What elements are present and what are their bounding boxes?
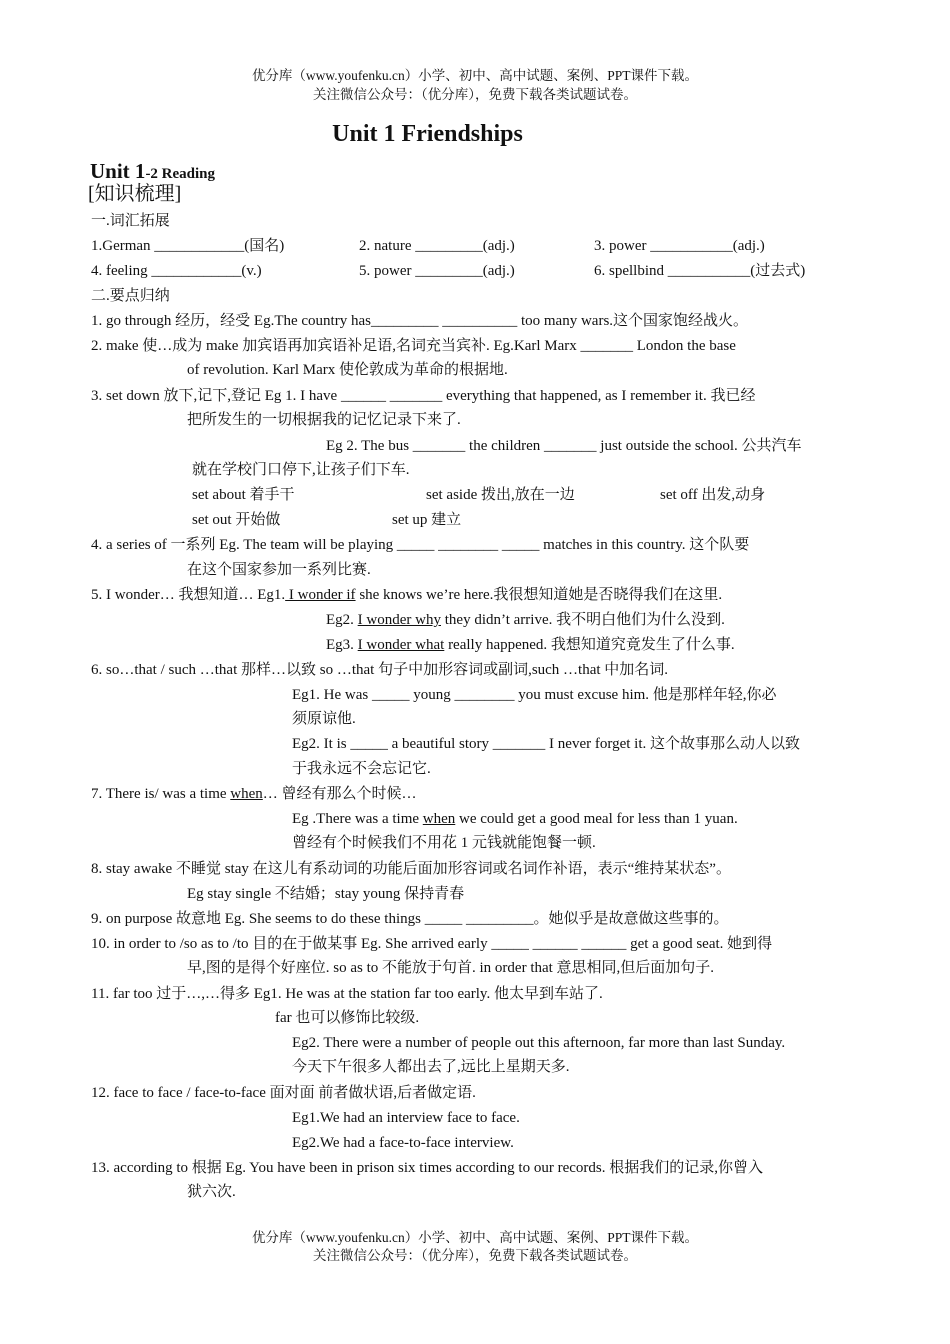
point-7-pre: 7. There is/ was a time bbox=[91, 786, 231, 802]
point-13-line-1: 13. according to 根据 Eg. You have been in prison six times according to our records. 根据我们的记录,你曾入 bbox=[91, 1160, 763, 1176]
point-13-line-2: 狱六次. bbox=[187, 1184, 236, 1200]
point-6-line-3: 须原谅他. bbox=[292, 711, 356, 727]
point-9: 9. on purpose 故意地 Eg. She seems to do these things _____ _________。她似乎是故意做这些事的。 bbox=[91, 911, 729, 927]
point-2-line-2: of revolution. Karl Marx 使伦敦成为革命的根据地. bbox=[187, 362, 508, 378]
point-11-line-1: 11. far too 过于…,…得多 Eg1. He was at the station far too early. 他太早到车站了. bbox=[91, 986, 603, 1002]
point-6-line-4: Eg2. It is _____ a beautiful story _______ I never forget it. 这个故事那么动人以致 bbox=[292, 736, 800, 752]
point-2-line-1: 2. make 使…成为 make 加宾语再加宾语补足语,名词充当宾补. Eg.Karl Marx _______ London the base bbox=[91, 338, 736, 354]
header-line-2: 关注微信公众号：（优分库），免费下载各类试题试卷。 bbox=[313, 87, 637, 102]
point-5-eg3-post: really happened. 我想知道究竟发生了什么事. bbox=[444, 637, 735, 653]
vocab-item-1: 1.German ____________(国名) bbox=[91, 238, 285, 254]
points-heading: 二.要点归纳 bbox=[91, 288, 170, 304]
point-6-line-5: 于我永远不会忘记它. bbox=[292, 761, 431, 777]
point-11-line-3: Eg2. There were a number of people out this afternoon, far more than last Sunday. bbox=[292, 1035, 786, 1051]
point-12-line-1: 12. face to face / face-to-face 面对面 前者做状语,后者做定语. bbox=[91, 1085, 476, 1101]
footer-line-2: 关注微信公众号：（优分库），免费下载各类试题试卷。 bbox=[313, 1248, 637, 1263]
point-12-line-2: Eg1.We had an interview face to face. bbox=[292, 1110, 520, 1126]
point-10-line-2: 早,图的是得个好座位. so as to 不能放于句首. in order that 意思相同,但后面加句子. bbox=[187, 960, 715, 976]
subtitle-small: -2 Reading bbox=[145, 166, 216, 182]
page-title: Unit 1 Friendships bbox=[332, 121, 523, 147]
point-3-line-3: Eg 2. The bus _______ the children _______ just outside the school. 公共汽车 bbox=[326, 438, 802, 454]
point-3-line-2: 把所发生的一切根据我的记忆记录下来了. bbox=[187, 412, 461, 428]
point-6-line-1: 6. so…that / such …that 那样…以致 so …that 句子中加形容词或副词,such …that 中加名词. bbox=[91, 662, 669, 678]
point-7-eg-pre: Eg .There was a time bbox=[292, 811, 423, 827]
point-6-line-2: Eg1. He was _____ young ________ you must excuse him. 他是那样年轻,你必 bbox=[292, 687, 777, 703]
point-3-set-out: set out 开始做 bbox=[192, 512, 281, 528]
vocab-item-4: 4. feeling ____________(v.) bbox=[91, 263, 262, 279]
point-3-set-up: set up 建立 bbox=[392, 512, 462, 528]
vocab-item-6: 6. spellbind ___________(过去式) bbox=[594, 263, 806, 279]
vocab-item-3: 3. power ___________(adj.) bbox=[594, 238, 765, 254]
point-5-pre: 5. I wonder… 我想知道… Eg1. bbox=[91, 587, 286, 603]
point-8-line-1: 8. stay awake 不睡觉 stay 在这儿有系动词的功能后面加形容词或名词作补语，表示“维持某状态”。 bbox=[91, 861, 731, 877]
point-11-line-2: far 也可以修饰比较级. bbox=[275, 1010, 420, 1026]
point-4-line-2: 在这个国家参加一系列比赛. bbox=[187, 562, 371, 578]
footer-line-1: 优分库（www.youfenku.cn）小学、初中、高中试题、案例、PPT课件下载。 bbox=[251, 1230, 699, 1245]
point-3-line-4: 就在学校门口停下,让孩子们下车. bbox=[192, 462, 410, 478]
vocab-item-2: 2. nature _________(adj.) bbox=[359, 238, 515, 254]
point-11-line-4: 今天下午很多人都出去了,远比上星期天多. bbox=[292, 1059, 570, 1075]
point-7-post: … 曾经有那么个时候… bbox=[262, 786, 417, 802]
point-7-underlined: when bbox=[230, 786, 263, 802]
point-5-eg2-pre: Eg2. bbox=[326, 612, 358, 628]
point-3-set-about: set about 着手干 bbox=[192, 487, 295, 503]
point-5-line-2 bbox=[326, 610, 725, 630]
point-1: 1. go through 经历，经受 Eg.The country has_________ __________ too many wars.这个国家饱经战火。 bbox=[91, 313, 749, 329]
header-line-1: 优分库（www.youfenku.cn）小学、初中、高中试题、案例、PPT课件下载。 bbox=[251, 68, 699, 83]
point-5-eg2-underlined: I wonder why bbox=[357, 612, 441, 628]
knowledge-heading: [知识梳理] bbox=[88, 183, 182, 205]
point-7-line-2 bbox=[292, 809, 738, 829]
point-7-eg-underlined: when bbox=[422, 811, 456, 827]
point-5-underlined: I wonder if bbox=[285, 587, 356, 603]
point-7-line-1 bbox=[91, 784, 417, 804]
vocab-item-5: 5. power _________(adj.) bbox=[359, 263, 515, 279]
point-10-line-1: 10. in order to /so as to /to 目的在于做某事 Eg. She arrived early _____ ______ ______ get a good seat. 她到得 bbox=[91, 936, 773, 952]
point-4-line-1: 4. a series of 一系列 Eg. The team will be playing _____ ________ _____ matches in this country. 这个队要 bbox=[91, 537, 750, 553]
point-3-set-aside: set aside 拨出,放在一边 bbox=[426, 487, 575, 503]
point-12-line-3: Eg2.We had a face-to-face interview. bbox=[292, 1135, 514, 1151]
point-8-line-2: Eg stay single 不结婚；stay young 保持青春 bbox=[187, 886, 465, 902]
point-3-set-off: set off 出发,动身 bbox=[660, 487, 766, 503]
point-5-eg3-pre: Eg3. bbox=[326, 637, 358, 653]
point-3-line-1: 3. set down 放下,记下,登记 Eg 1. I have ______ _______ everything that happened, as I remember it. 我已经 bbox=[91, 388, 756, 404]
vocab-heading: 一.词汇拓展 bbox=[91, 213, 170, 229]
point-5-post: she knows we’re here.我很想知道她是否晓得我们在这里. bbox=[355, 587, 723, 603]
point-7-line-3: 曾经有个时候我们不用花 1 元钱就能饱餐一顿. bbox=[292, 835, 596, 851]
subtitle-main: Unit 1 bbox=[90, 159, 146, 183]
point-7-eg-post: we could get a good meal for less than 1 yuan. bbox=[455, 811, 738, 827]
point-5-line-1 bbox=[91, 585, 722, 605]
point-5-eg2-post: they didn’t arrive. 我不明白他们为什么没到. bbox=[441, 612, 725, 628]
point-5-eg3-underlined: I wonder what bbox=[357, 637, 445, 653]
point-5-line-3 bbox=[326, 635, 735, 655]
